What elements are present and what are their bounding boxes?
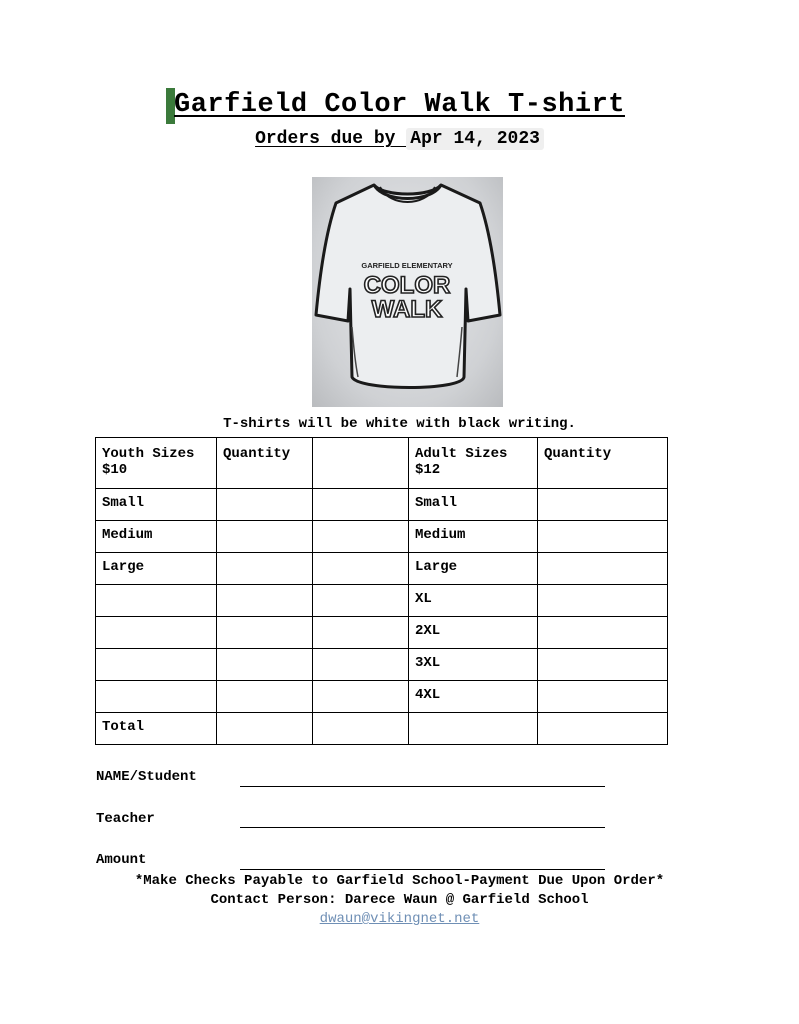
tshirt-drawing: [312, 177, 503, 407]
youth-size-cell: Medium: [96, 521, 217, 553]
name-label: NAME/Student: [96, 769, 197, 785]
deadline-date-chip[interactable]: Apr 14, 2023: [406, 128, 544, 150]
youth-quantity-cell[interactable]: [217, 681, 313, 713]
youth-quantity-cell[interactable]: [217, 585, 313, 617]
adult-size-cell: 3XL: [409, 649, 538, 681]
youth-size-cell: Small: [96, 489, 217, 521]
adult-quantity-cell[interactable]: [538, 585, 668, 617]
adult-quantity-cell[interactable]: [538, 649, 668, 681]
adult-size-cell: 2XL: [409, 617, 538, 649]
table-row: [96, 489, 668, 521]
page-title: Garfield Color Walk T-shirt: [174, 90, 625, 120]
table-row: [96, 649, 668, 681]
adult-size-cell: Small: [409, 489, 538, 521]
youth-quantity-cell[interactable]: [217, 489, 313, 521]
table-row: [96, 617, 668, 649]
amount-label: Amount: [96, 852, 147, 868]
adult-size-cell: Large: [409, 553, 538, 585]
payment-note: *Make Checks Payable to Garfield School-Payment Due Upon Order*: [134, 873, 665, 889]
blank-cell: [313, 489, 409, 521]
table-row: [96, 585, 668, 617]
youth-size-cell: [96, 681, 217, 713]
youth-sizes-header: Youth Sizes $10: [96, 438, 217, 489]
tshirt-image: [312, 177, 503, 407]
blank-cell: [313, 713, 409, 745]
youth-size-cell: [96, 649, 217, 681]
total-adult-size-cell: [409, 713, 538, 745]
table-row: [96, 553, 668, 585]
youth-quantity-cell[interactable]: [217, 649, 313, 681]
shirt-caption: T-shirts will be white with black writing.: [223, 416, 576, 432]
teacher-label: Teacher: [96, 811, 155, 827]
shirt-text-school: GARFIELD ELEMENTARY: [361, 261, 453, 270]
blank-cell: [313, 649, 409, 681]
youth-quantity-header: Quantity: [217, 438, 313, 489]
order-deadline: [0, 129, 799, 149]
blank-cell: [313, 585, 409, 617]
blank-cell: [313, 553, 409, 585]
youth-quantity-cell[interactable]: [217, 617, 313, 649]
blank-cell: [313, 617, 409, 649]
adult-quantity-cell[interactable]: [538, 521, 668, 553]
adult-size-cell: Medium: [409, 521, 538, 553]
contact-person: Contact Person: Darece Waun @ Garfield School: [210, 892, 589, 908]
adult-quantity-cell[interactable]: [538, 617, 668, 649]
amount-input-line[interactable]: [240, 855, 605, 870]
table-header-row: [96, 438, 668, 489]
adult-sizes-header: Adult Sizes $12: [409, 438, 538, 489]
total-label: Total: [96, 713, 217, 745]
youth-size-cell: Large: [96, 553, 217, 585]
total-youth-cell[interactable]: [217, 713, 313, 745]
shirt-text-color: COLOR: [363, 272, 451, 299]
contact-email-link[interactable]: dwaun@vikingnet.net: [319, 911, 480, 927]
order-table: [95, 437, 668, 745]
shirt-text-walk: WALK: [371, 296, 443, 323]
total-row: [96, 713, 668, 745]
adult-quantity-cell[interactable]: [538, 489, 668, 521]
adult-quantity-cell[interactable]: [538, 681, 668, 713]
table-row: [96, 681, 668, 713]
adult-quantity-header: Quantity: [538, 438, 668, 489]
youth-size-cell: [96, 585, 217, 617]
youth-size-cell: [96, 617, 217, 649]
youth-quantity-cell[interactable]: [217, 521, 313, 553]
teacher-input-line[interactable]: [240, 813, 605, 828]
adult-size-cell: 4XL: [409, 681, 538, 713]
adult-quantity-cell[interactable]: [538, 553, 668, 585]
total-adult-cell[interactable]: [538, 713, 668, 745]
name-input-line[interactable]: [240, 772, 605, 787]
adult-size-cell: XL: [409, 585, 538, 617]
blank-header-cell: [313, 438, 409, 489]
deadline-lead: Orders due by: [255, 129, 407, 149]
blank-cell: [313, 681, 409, 713]
blank-cell: [313, 521, 409, 553]
table-row: [96, 521, 668, 553]
youth-quantity-cell[interactable]: [217, 553, 313, 585]
